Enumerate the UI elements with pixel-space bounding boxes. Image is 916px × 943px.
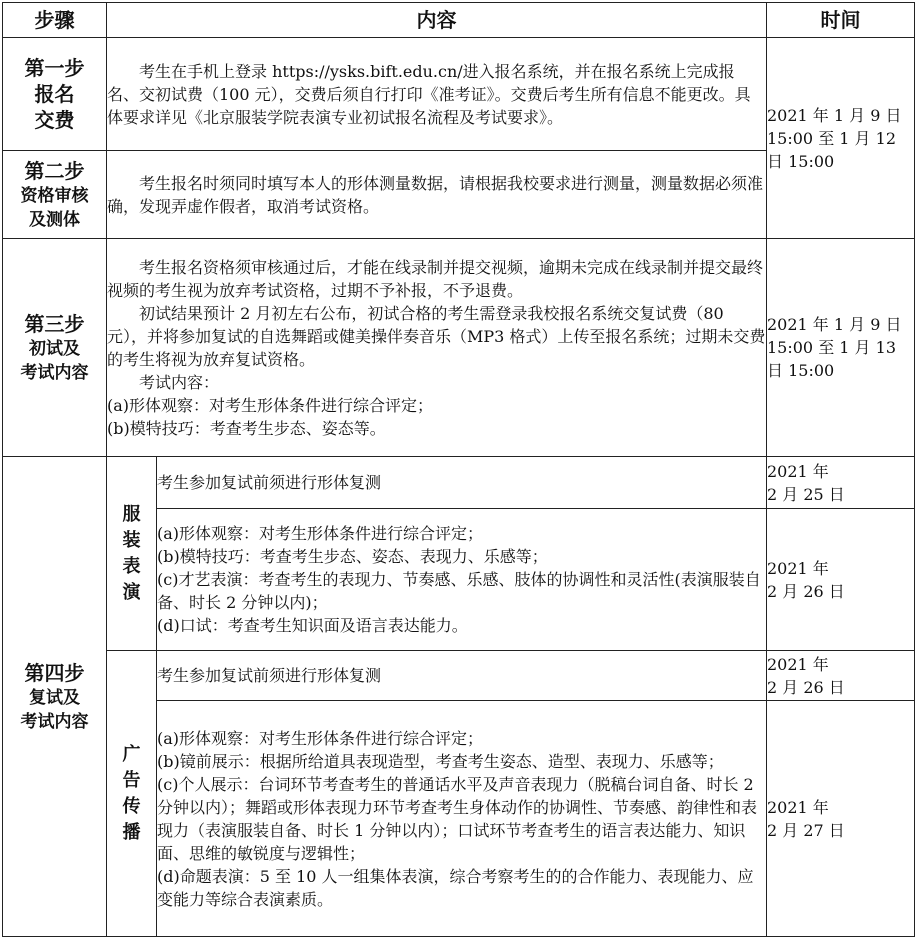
advertising-items-content: (a)形体观察：对考生形体条件进行综合评定； (b)镜前展示：根据所给道具表现造型，考查考生姿态、造型、表现力、乐感等； (c)个人展示：台词环节考查考生的普通话水平及声音表现力（脱稿台词自备、时长 2 分钟以内）；舞蹈或形体表现力环节考查考生身体动作的协调性、节奏感、韵律性和表现力（表演服装自备、时长 1 分钟以内）；口试环节考查考生的语言表达能力、知识面、思维的敏锐度与逻辑性； (d)命题表演：5 至 10 人一组集体表演，综合考察考生的的合作能力、表现能力、应变能力等综合表演素质。: [157, 701, 767, 937]
step-1-row: [3, 38, 915, 151]
header-time: 时间: [767, 3, 915, 38]
step-1-label: 第一步 报名 交费: [3, 38, 107, 151]
step-4-fz-pre-row: [3, 457, 915, 509]
step-3-row: [3, 239, 915, 457]
step-1-2-time: 2021 年 1 月 9 日 15:00 至 1 月 12 日 15:00: [767, 38, 915, 239]
advertising-pre-content: 考生参加复试前须进行形体复测: [157, 651, 767, 701]
fashion-pre-content: 考生参加复试前须进行形体复测: [157, 457, 767, 509]
step-3-label: 第三步 初试及 考试内容: [3, 239, 107, 457]
schedule-table: [2, 2, 915, 937]
step-2-label: 第二步 资格审核 及测体: [3, 151, 107, 239]
track-fashion-label: 服 装 表 演: [107, 457, 157, 651]
step-4-gg-pre-row: [3, 651, 915, 701]
step-1-content: 考生在手机上登录 https://ysks.bift.edu.cn/进入报名系统，并在报名系统上完成报名、交初试费（100 元），交费后须自行打印《准考证》。交费后考生所有信息不能更改。具体要求详见《北京服装学院表演专业初试报名流程及考试要求》。: [107, 38, 767, 151]
header-row: [3, 3, 915, 38]
step-4-label: 第四步 复试及 考试内容: [3, 457, 107, 937]
advertising-items-time: 2021 年 2 月 27 日: [767, 701, 915, 937]
fashion-pre-time: 2021 年 2 月 25 日: [767, 457, 915, 509]
header-step: 步骤: [3, 3, 107, 38]
step-3-content: 考生报名资格须审核通过后，才能在线录制并提交视频，逾期未完成在线录制并提交最终视频的考生视为放弃考试资格，过期不予补报，不予退费。 初试结果预计 2 月初左右公布，初试合格的考生需登录我校报名系统交复试费（80 元），并将参加复试的自选舞蹈或健美操伴奏音乐（MP3 格式）上传至报名系统；过期未交费的考生将视为放弃复试资格。 考试内容： (a)形体观察：对考生形体条件进行综合评定； (b)模特技巧：考查考生步态、姿态等。: [107, 239, 767, 457]
advertising-pre-time: 2021 年 2 月 26 日: [767, 651, 915, 701]
step-3-time: 2021 年 1 月 9 日 15:00 至 1 月 13 日 15:00: [767, 239, 915, 457]
step-2-content: 考生报名时须同时填写本人的形体测量数据，请根据我校要求进行测量，测量数据必须准确，发现弄虚作假者，取消考试资格。: [107, 151, 767, 239]
header-content: 内容: [107, 3, 767, 38]
fashion-items-content: (a)形体观察：对考生形体条件进行综合评定； (b)模特技巧：考查考生步态、姿态、表现力、乐感等； (c)才艺表演：考查考生的表现力、节奏感、乐感、肢体的协调性和灵活性(表演服装自备、时长 2 分钟以内)； (d)口试：考查考生知识面及语言表达能力。: [157, 509, 767, 651]
track-advertising-label: 广 告 传 播: [107, 651, 157, 937]
fashion-items-time: 2021 年 2 月 26 日: [767, 509, 915, 651]
